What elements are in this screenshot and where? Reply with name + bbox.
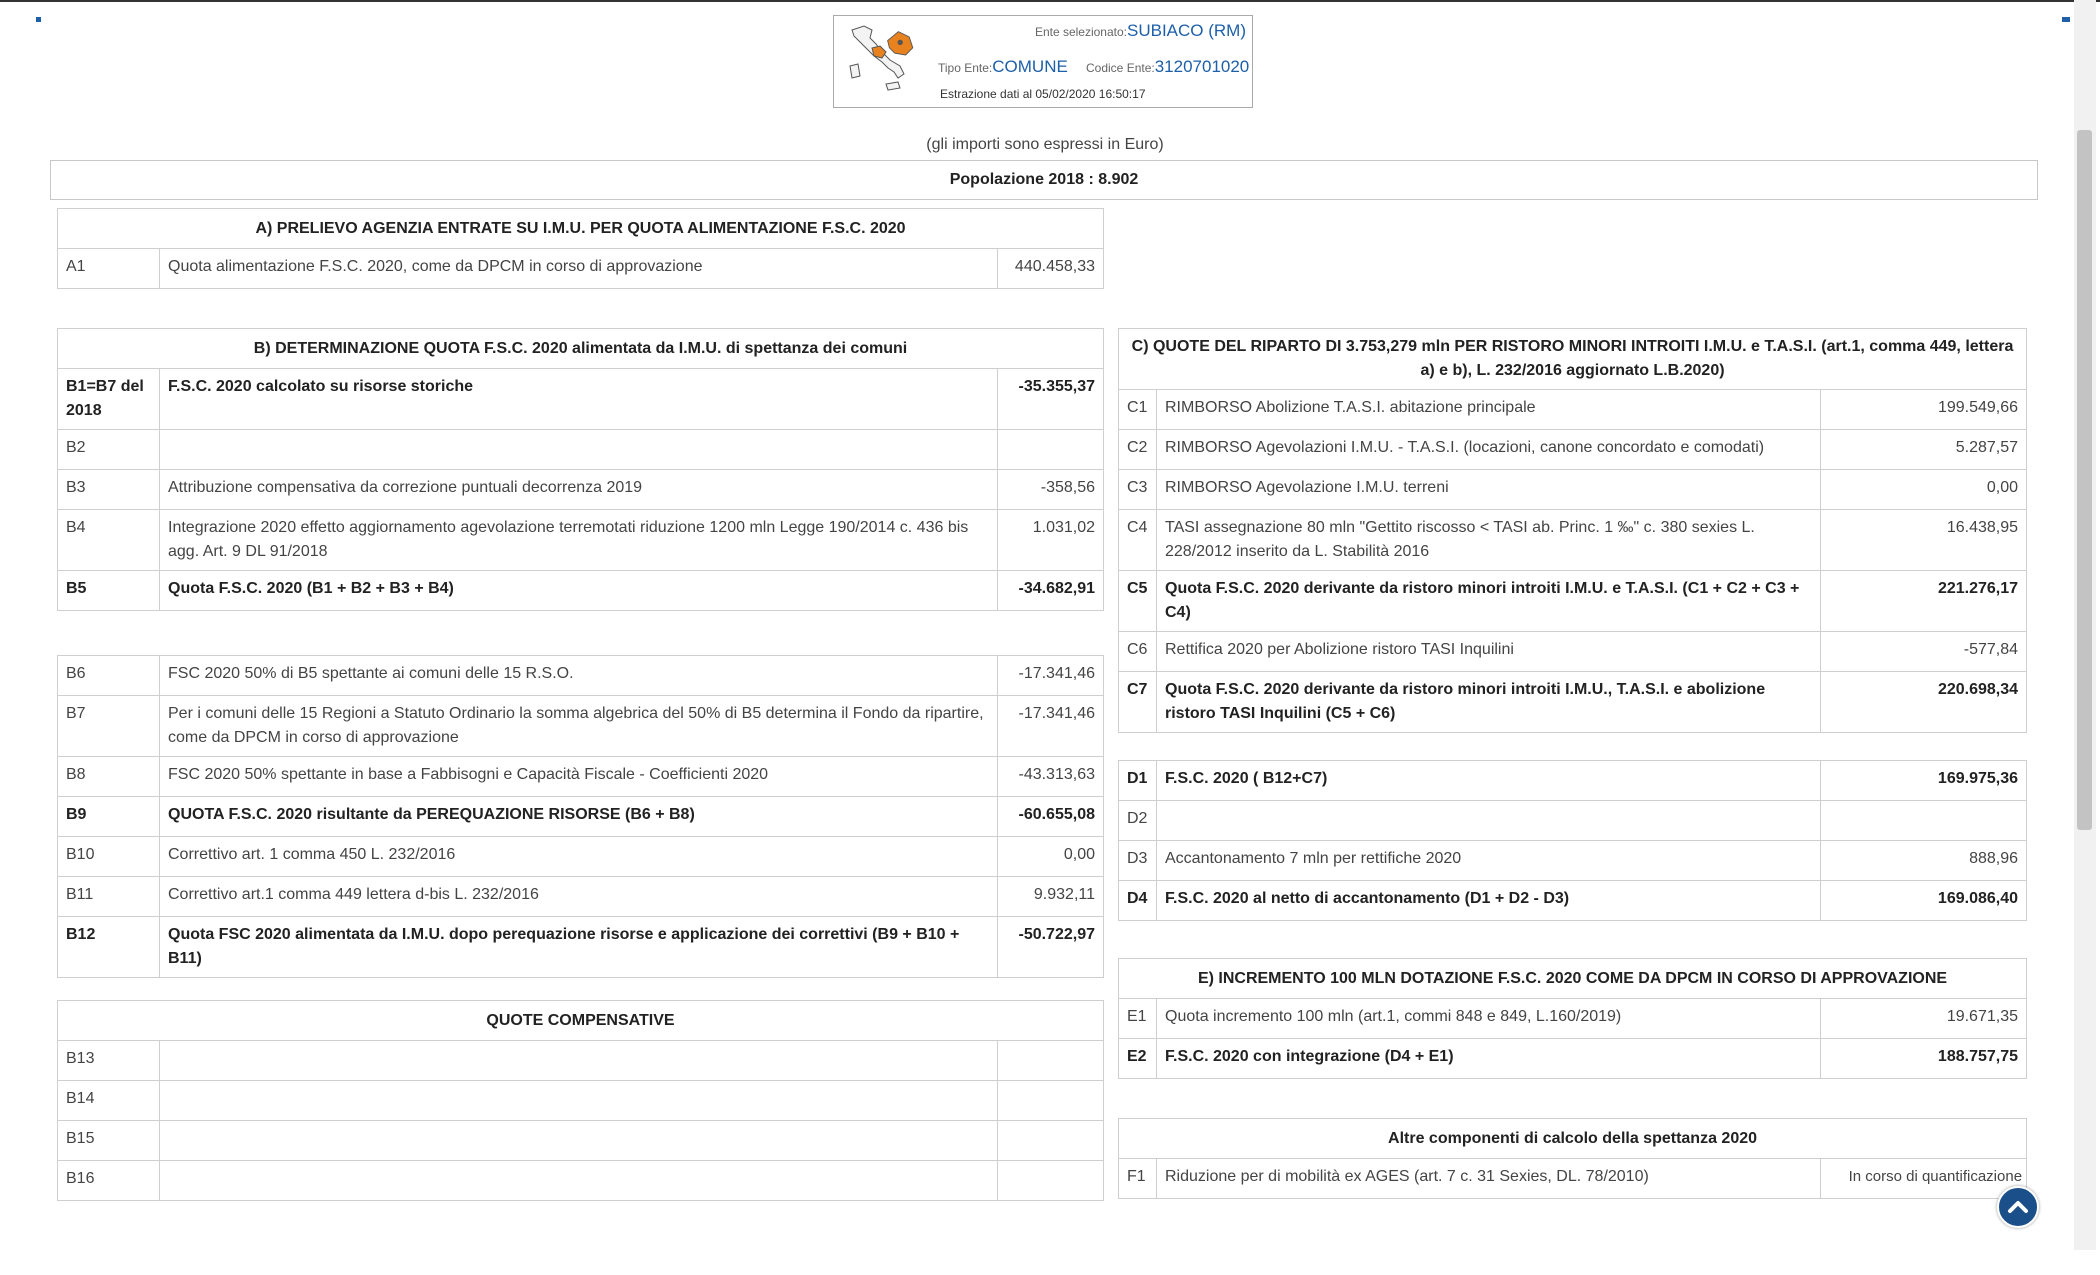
row-desc: Correttivo art. 1 comma 450 L. 232/2016 bbox=[160, 837, 998, 877]
table-row bbox=[58, 470, 1104, 510]
row-desc: Quota FSC 2020 alimentata da I.M.U. dopo perequazione risorse e applicazione dei correttivi (B9 + B10 + B11) bbox=[160, 917, 998, 978]
section-a-title: A) PRELIEVO AGENZIA ENTRATE SU I.M.U. PER QUOTA ALIMENTAZIONE F.S.C. 2020 bbox=[58, 209, 1104, 249]
row-desc: RIMBORSO Abolizione T.A.S.I. abitazione principale bbox=[1157, 390, 1821, 430]
codice-ente-value: 3120701020 bbox=[1154, 57, 1250, 76]
table-row bbox=[58, 510, 1104, 571]
row-code: D2 bbox=[1119, 801, 1157, 841]
table-row bbox=[1119, 1039, 2027, 1079]
table-row bbox=[58, 369, 1104, 430]
corner-marker-left bbox=[36, 17, 41, 22]
table-row bbox=[58, 1041, 1104, 1081]
quote-compensative-title: QUOTE COMPENSATIVE bbox=[58, 1001, 1104, 1041]
chevron-up-icon bbox=[1999, 1188, 2037, 1226]
row-code: B16 bbox=[58, 1161, 160, 1201]
row-desc: FSC 2020 50% di B5 spettante ai comuni delle 15 R.S.O. bbox=[160, 656, 998, 696]
row-code: C6 bbox=[1119, 632, 1157, 672]
row-value: -34.682,91 bbox=[998, 571, 1104, 611]
table-row bbox=[58, 917, 1104, 978]
corner-marker-right bbox=[2062, 17, 2070, 22]
row-code: D1 bbox=[1119, 761, 1157, 801]
row-desc: Accantonamento 7 mln per rettifiche 2020 bbox=[1157, 841, 1821, 881]
row-desc: TASI assegnazione 80 mln "Gettito riscosso < TASI ab. Princ. 1 ‰" c. 380 sexies L. 228/2012 inserito da L. Stabilità 2016 bbox=[1157, 510, 1821, 571]
section-b-title: B) DETERMINAZIONE QUOTA F.S.C. 2020 alimentata da I.M.U. di spettanza dei comuni bbox=[58, 329, 1104, 369]
table-row bbox=[1119, 430, 2027, 470]
row-desc bbox=[160, 1041, 998, 1081]
row-desc: Quota F.S.C. 2020 derivante da ristoro minori introiti I.M.U., T.A.S.I. e abolizione ristoro TASI Inquilini (C5 + C6) bbox=[1157, 672, 1821, 733]
row-code: A1 bbox=[58, 249, 160, 289]
table-row bbox=[1119, 510, 2027, 571]
row-desc: F.S.C. 2020 ( B12+C7) bbox=[1157, 761, 1821, 801]
table-row bbox=[1119, 841, 2027, 881]
row-desc: Correttivo art.1 comma 449 lettera d-bis L. 232/2016 bbox=[160, 877, 998, 917]
row-desc bbox=[160, 430, 998, 470]
row-code: B13 bbox=[58, 1041, 160, 1081]
tipo-ente-value: COMUNE bbox=[992, 57, 1068, 76]
table-row bbox=[58, 696, 1104, 757]
row-desc: Quota alimentazione F.S.C. 2020, come da DPCM in corso di approvazione bbox=[160, 249, 998, 289]
table-row bbox=[1119, 801, 2027, 841]
row-desc: Attribuzione compensativa da correzione puntuali decorrenza 2019 bbox=[160, 470, 998, 510]
row-code: E1 bbox=[1119, 999, 1157, 1039]
row-value: -50.722,97 bbox=[998, 917, 1104, 978]
section-c-title: C) QUOTE DEL RIPARTO DI 3.753,279 mln PER RISTORO MINORI INTROITI I.M.U. e T.A.S.I. (art.1, comma 449, lettera a) e b), L. 232/2016 aggiornato L.B.2020) bbox=[1119, 329, 2027, 390]
table-row bbox=[1119, 632, 2027, 672]
ente-value: SUBIACO (RM) bbox=[1127, 21, 1246, 40]
row-code: B10 bbox=[58, 837, 160, 877]
row-value bbox=[998, 1161, 1104, 1201]
section-e-title: E) INCREMENTO 100 MLN DOTAZIONE F.S.C. 2020 COME DA DPCM IN CORSO DI APPROVAZIONE bbox=[1119, 959, 2027, 999]
section-b-table bbox=[57, 328, 1104, 611]
section-a-table bbox=[57, 208, 1104, 289]
row-desc bbox=[160, 1081, 998, 1121]
section-d-table bbox=[1118, 760, 2027, 921]
table-row bbox=[1119, 672, 2027, 733]
row-desc: Per i comuni delle 15 Regioni a Statuto Ordinario la somma algebrica del 50% di B5 determina il Fondo da ripartire, come da DPCM in corso di approvazione bbox=[160, 696, 998, 757]
row-desc: RIMBORSO Agevolazioni I.M.U. - T.A.S.I. (locazioni, canone concordato e comodati) bbox=[1157, 430, 1821, 470]
row-code: B6 bbox=[58, 656, 160, 696]
table-row bbox=[58, 249, 1104, 289]
table-row bbox=[1119, 761, 2027, 801]
row-value: 888,96 bbox=[1821, 841, 2027, 881]
section-b-perequazione-table bbox=[57, 655, 1104, 978]
row-value: -358,56 bbox=[998, 470, 1104, 510]
row-desc: F.S.C. 2020 al netto di accantonamento (D1 + D2 - D3) bbox=[1157, 881, 1821, 921]
table-row bbox=[58, 877, 1104, 917]
estrazione-date: Estrazione dati al 05/02/2020 16:50:17 bbox=[940, 87, 1146, 101]
ente-info-box bbox=[833, 15, 1253, 108]
window-top-border bbox=[0, 0, 2100, 2]
row-value bbox=[1821, 801, 2027, 841]
row-value: -17.341,46 bbox=[998, 696, 1104, 757]
row-value: -43.313,63 bbox=[998, 757, 1104, 797]
table-row bbox=[58, 1161, 1104, 1201]
row-value: 9.932,11 bbox=[998, 877, 1104, 917]
row-value bbox=[998, 1121, 1104, 1161]
table-row bbox=[58, 1081, 1104, 1121]
row-code: C1 bbox=[1119, 390, 1157, 430]
table-row bbox=[58, 656, 1104, 696]
table-row bbox=[1119, 470, 2027, 510]
section-e-table bbox=[1118, 958, 2027, 1079]
table-row bbox=[58, 571, 1104, 611]
table-row bbox=[1119, 1159, 2027, 1199]
table-row bbox=[58, 1121, 1104, 1161]
row-value: In corso di quantificazione bbox=[1821, 1159, 2027, 1199]
row-code: C7 bbox=[1119, 672, 1157, 733]
row-desc: QUOTA F.S.C. 2020 risultante da PEREQUAZIONE RISORSE (B6 + B8) bbox=[160, 797, 998, 837]
row-value: 188.757,75 bbox=[1821, 1039, 2027, 1079]
row-code: B14 bbox=[58, 1081, 160, 1121]
row-code: B12 bbox=[58, 917, 160, 978]
table-row bbox=[58, 430, 1104, 470]
row-desc bbox=[160, 1161, 998, 1201]
row-desc: Quota F.S.C. 2020 derivante da ristoro minori introiti I.M.U. e T.A.S.I. (C1 + C2 + C3 + C4) bbox=[1157, 571, 1821, 632]
row-value: 440.458,33 bbox=[998, 249, 1104, 289]
row-desc bbox=[160, 1121, 998, 1161]
row-value: 0,00 bbox=[1821, 470, 2027, 510]
row-value: 1.031,02 bbox=[998, 510, 1104, 571]
row-value: 16.438,95 bbox=[1821, 510, 2027, 571]
row-value: 221.276,17 bbox=[1821, 571, 2027, 632]
row-code: C5 bbox=[1119, 571, 1157, 632]
row-code: B2 bbox=[58, 430, 160, 470]
row-value: 220.698,34 bbox=[1821, 672, 2027, 733]
row-value bbox=[998, 1041, 1104, 1081]
row-desc: Quota incremento 100 mln (art.1, commi 848 e 849, L.160/2019) bbox=[1157, 999, 1821, 1039]
row-value: 169.086,40 bbox=[1821, 881, 2027, 921]
row-value: 169.975,36 bbox=[1821, 761, 2027, 801]
row-code: C2 bbox=[1119, 430, 1157, 470]
row-code: B5 bbox=[58, 571, 160, 611]
section-c-table bbox=[1118, 328, 2027, 733]
row-code: B3 bbox=[58, 470, 160, 510]
row-code: C3 bbox=[1119, 470, 1157, 510]
codice-ente-label: Codice Ente: bbox=[1086, 61, 1155, 75]
row-desc bbox=[1157, 801, 1821, 841]
row-code: F1 bbox=[1119, 1159, 1157, 1199]
section-f-table bbox=[1118, 1118, 2027, 1199]
row-value: -35.355,37 bbox=[998, 369, 1104, 430]
row-value: -60.655,08 bbox=[998, 797, 1104, 837]
row-value bbox=[998, 430, 1104, 470]
row-desc: RIMBORSO Agevolazione I.M.U. terreni bbox=[1157, 470, 1821, 510]
row-desc: F.S.C. 2020 calcolato su risorse storiche bbox=[160, 369, 998, 430]
tipo-ente-label: Tipo Ente: bbox=[938, 61, 993, 75]
row-code: D3 bbox=[1119, 841, 1157, 881]
scrollbar-thumb[interactable] bbox=[2077, 130, 2092, 830]
row-code: B4 bbox=[58, 510, 160, 571]
table-row bbox=[58, 757, 1104, 797]
italy-map-icon bbox=[842, 22, 917, 94]
row-desc: Riduzione per di mobilità ex AGES (art. 7 c. 31 Sexies, DL. 78/2010) bbox=[1157, 1159, 1821, 1199]
table-row bbox=[1119, 390, 2027, 430]
row-code: C4 bbox=[1119, 510, 1157, 571]
table-row bbox=[1119, 999, 2027, 1039]
row-desc: Quota F.S.C. 2020 (B1 + B2 + B3 + B4) bbox=[160, 571, 998, 611]
row-desc: Integrazione 2020 effetto aggiornamento agevolazione terremotati riduzione 1200 mln Legge 190/2014 c. 436 bis agg. Art. 9 DL 91/2018 bbox=[160, 510, 998, 571]
currency-note: (gli importi sono espressi in Euro) bbox=[926, 136, 1164, 153]
table-row bbox=[58, 797, 1104, 837]
section-f-title: Altre componenti di calcolo della spettanza 2020 bbox=[1119, 1119, 2027, 1159]
row-code: B15 bbox=[58, 1121, 160, 1161]
row-code: B9 bbox=[58, 797, 160, 837]
row-code: D4 bbox=[1119, 881, 1157, 921]
row-code: E2 bbox=[1119, 1039, 1157, 1079]
row-value: 199.549,66 bbox=[1821, 390, 2027, 430]
row-desc: FSC 2020 50% spettante in base a Fabbisogni e Capacità Fiscale - Coefficienti 2020 bbox=[160, 757, 998, 797]
scroll-to-top-button[interactable] bbox=[1997, 1186, 2039, 1228]
row-code: B7 bbox=[58, 696, 160, 757]
population-bar: Popolazione 2018 : 8.902 bbox=[50, 160, 2038, 200]
row-value bbox=[998, 1081, 1104, 1121]
table-row bbox=[58, 837, 1104, 877]
row-value: 5.287,57 bbox=[1821, 430, 2027, 470]
row-value: 0,00 bbox=[998, 837, 1104, 877]
row-code: B8 bbox=[58, 757, 160, 797]
row-value: 19.671,35 bbox=[1821, 999, 2027, 1039]
table-row bbox=[1119, 571, 2027, 632]
quote-compensative-table bbox=[57, 1000, 1104, 1201]
row-code: B11 bbox=[58, 877, 160, 917]
ente-label: Ente selezionato: bbox=[1034, 25, 1127, 39]
row-code: B1=B7 del 2018 bbox=[58, 369, 160, 430]
row-desc: F.S.C. 2020 con integrazione (D4 + E1) bbox=[1157, 1039, 1821, 1079]
row-value: -17.341,46 bbox=[998, 656, 1104, 696]
table-row bbox=[1119, 881, 2027, 921]
row-value: -577,84 bbox=[1821, 632, 2027, 672]
row-desc: Rettifica 2020 per Abolizione ristoro TASI Inquilini bbox=[1157, 632, 1821, 672]
